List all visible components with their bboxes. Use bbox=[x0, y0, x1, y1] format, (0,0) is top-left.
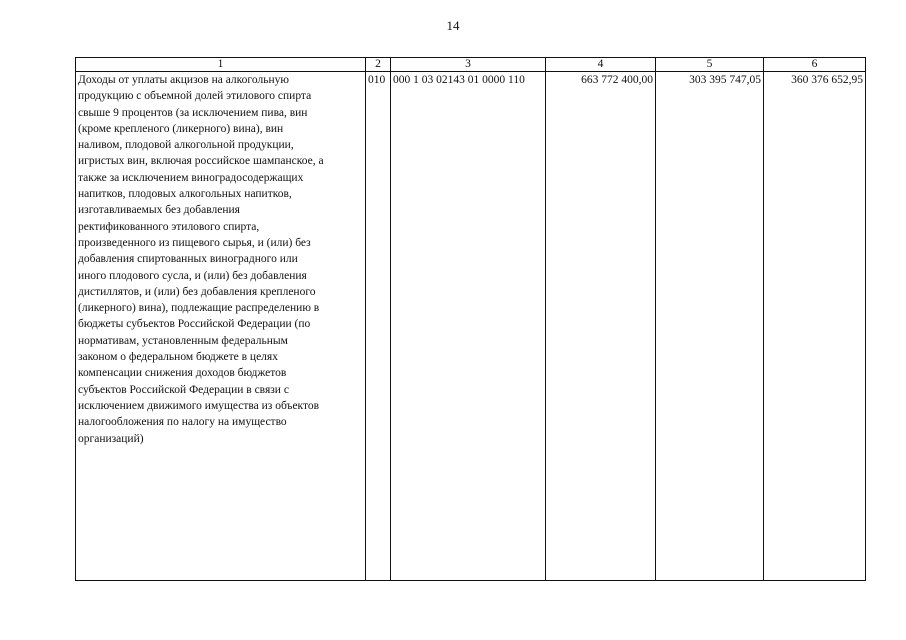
amount-column-5: 303 395 747,05 bbox=[656, 72, 764, 581]
amount-column-6: 360 376 652,95 bbox=[764, 72, 866, 581]
column-number-row bbox=[76, 58, 866, 72]
table-row bbox=[76, 72, 866, 581]
administrator-code: 010 bbox=[366, 72, 391, 581]
column-header-2: 2 bbox=[366, 58, 391, 72]
column-header-6: 6 bbox=[764, 58, 866, 72]
column-header-5: 5 bbox=[656, 58, 764, 72]
column-header-1: 1 bbox=[76, 58, 366, 72]
column-header-4: 4 bbox=[546, 58, 656, 72]
revenue-description: Доходы от уплаты акцизов на алкогольную продукцию с объемной долей этилового спирта свыше 9 процентов (за исключением пива, вин (кроме крепленого (ликерного) вина), вин наливом, плодовой алкогольной продукции, игристых вин, включая российское шампанское, а также за исключением виноградосодержащих напитков, плодовых алкогольных напитков, изготавливаемых без добавления ректификованного этилового спирта, произведенного из пищевого сырья, и (или) без добавления спиртованных виноградного или иного плодового сусла, и (или) без добавления дистиллятов, и (или) без добавления крепленого (ликерного) вина), подлежащие распределению в бюджеты субъектов Российской Федерации (по нормативам, установленным федеральным законом о федеральном бюджете в целях компенсации снижения доходов бюджетов субъектов Российской Федерации в связи с исключением движимого имущества из объектов налогообложения по налогу на имущество организаций) bbox=[76, 72, 366, 581]
revenue-table bbox=[75, 57, 866, 581]
amount-column-4: 663 772 400,00 bbox=[546, 72, 656, 581]
budget-classification-code: 000 1 03 02143 01 0000 110 bbox=[391, 72, 546, 581]
page-number: 14 bbox=[446, 18, 460, 33]
column-header-3: 3 bbox=[391, 58, 546, 72]
